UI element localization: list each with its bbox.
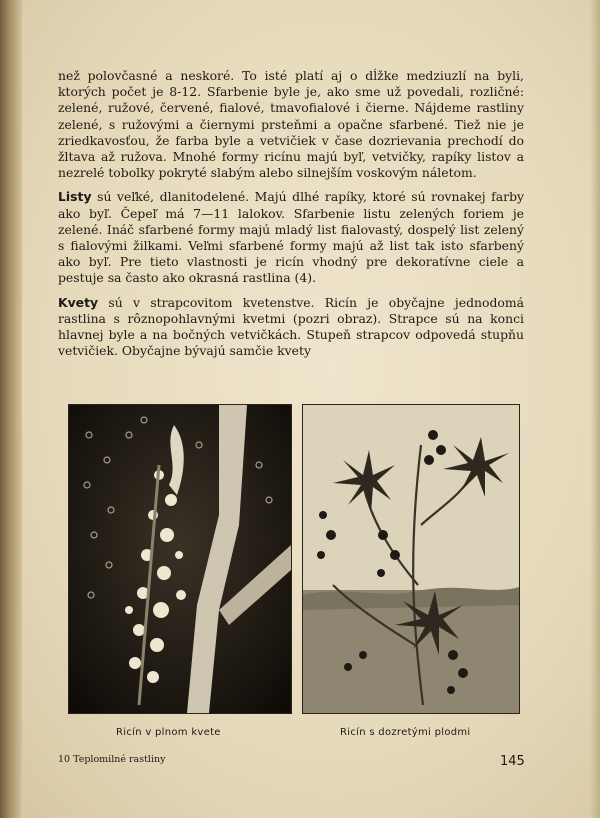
caption-left: Ricín v plnom kvete	[116, 727, 221, 738]
paragraph-3-lead: Kvety	[58, 294, 99, 310]
photo-castor-in-bloom	[68, 404, 292, 714]
body-text	[58, 68, 524, 359]
book-spine-shadow	[0, 0, 22, 818]
page-number: 145	[500, 754, 525, 769]
photo-castor-with-fruits	[302, 404, 520, 714]
caption-right: Ricín s dozretými plodmi	[340, 727, 471, 738]
paragraph-1-text: než polovčasné a neskoré. To isté platí aj o dĺžke medziuzlí na byli, ktorých počet je 8-12. Sfarbenie byle je, ako sme už povedali, rozličné: zelené, ružové, červené, fialové, tmavofialové i čierne. Nájdeme rastliny zelené, s ružovými a čiernymi prsteňmi a opačne sfarbené. Tiež nie je zriedkavosťou, že farba byle a vetvičiek v čase dozrievania prechodí do žltava až ružova. Mnohé formy ricínu majú byľ, vetvičky, rapíky listov a nezrelé tobolky pokryté slabým alebo silnejším voskovým náletom.	[58, 68, 524, 181]
paragraph-2-text: sú veľké, dlanitodelené. Majú dlhé rapíky, ktoré sú rovnakej farby ako byľ. Čepeľ má 7—11 lalokov. Sfarbenie listu zelených foriem je zelené. Ináč sfarbené formy majú mladý list fialovastý, dospelý list zelený s fialovými žilkami. Veľmi sfarbené formy majú až list tak isto sfarbený ako byľ. Pre tieto vlastnosti je ricín vhodný pre dekoratívne ciele a pestuje sa často ako okrasná rastlina (4).	[58, 189, 524, 286]
paragraph-2-lead: Listy	[58, 189, 92, 205]
fruiting-plant-image	[303, 405, 519, 713]
printer-signature: 10 Teplomilné rastliny	[58, 754, 166, 765]
flowering-plant-image	[69, 405, 291, 713]
paragraph-3	[58, 295, 524, 360]
paragraph-2	[58, 189, 524, 286]
paragraph-1	[58, 68, 524, 181]
photo-plate	[68, 404, 520, 712]
paragraph-3-text: sú v strapcovitom kvetenstve. Ricín je obyčajne jednodomá rastlina s rôznopohlavnými kvetmi (pozri obraz). Strapce sú na konci hlavnej byle a na bočných vetvičkách. Stupeň strapcov odpovedá stupňu vetvičiek. Obyčajne bývajú samčie kvety	[58, 294, 524, 359]
page-edge	[590, 0, 600, 818]
